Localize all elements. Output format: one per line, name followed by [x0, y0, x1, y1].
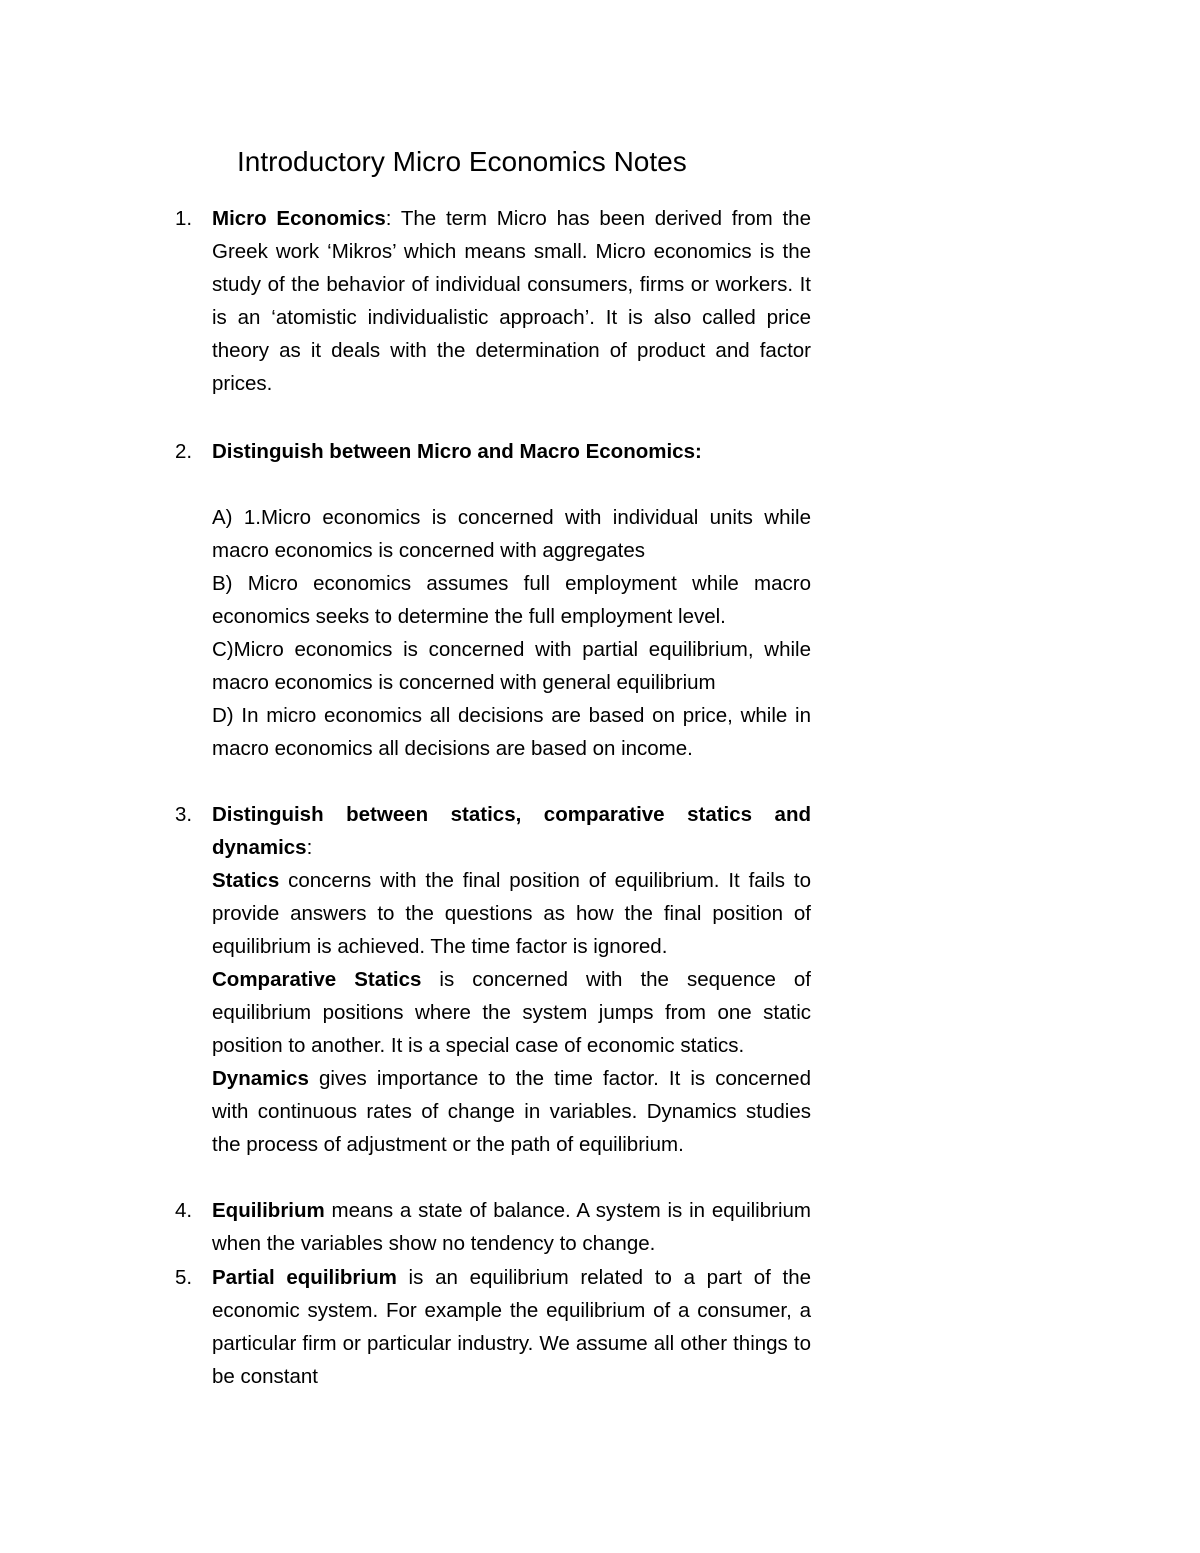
- def-term: Dynamics: [212, 1067, 309, 1090]
- point-d: D) In micro economics all decisions are based on price, while in macro economics all decisions are based on income.: [212, 704, 811, 760]
- list-item-micro-economics: [175, 202, 811, 400]
- item-number: 1.: [175, 207, 193, 230]
- item-heading: Distinguish between Micro and Macro Economics:: [212, 440, 702, 463]
- point-a: A) 1.Micro economics is concerned with individual units while macro economics is concerned with aggregates: [212, 506, 811, 562]
- item-number: 5.: [175, 1266, 193, 1289]
- def-text: concerns with the final position of equilibrium. It fails to provide answers to the questions as how the final position of equilibrium is achieved. The time factor is ignored.: [212, 869, 811, 958]
- list-item-statics-dynamics: [175, 798, 811, 1161]
- item-number: 4.: [175, 1199, 193, 1222]
- item-term: Equilibrium: [212, 1199, 325, 1222]
- list-item-micro-vs-macro: [175, 435, 811, 468]
- item-number: 2.: [175, 440, 193, 463]
- item-number: 3.: [175, 803, 193, 826]
- page-title: Introductory Micro Economics Notes: [237, 146, 687, 177]
- def-statics: [212, 864, 811, 963]
- list-item-equilibrium: [175, 1194, 811, 1260]
- def-text: is concerned with the sequence of equilibrium positions where the system jumps from one static position to another. It is a special case of economic statics.: [212, 968, 811, 1057]
- item-heading-line1: Distinguish between statics, comparative statics and: [212, 803, 811, 826]
- point-b: B) Micro economics assumes full employment while macro economics seeks to determine the full employment level.: [212, 572, 811, 628]
- micro-macro-points: [212, 501, 811, 765]
- item-text: : The term Micro has been derived from the Greek work ‘Mikros’ which means small. Micro economics is the study of the behavior of individual consumers, firms or workers. It is an ‘atomistic individualistic approach’. It is also called price theory as it deals with the determination of product and factor prices.: [212, 207, 811, 395]
- item-term: Partial equilibrium: [212, 1266, 397, 1289]
- def-dynamics: [212, 1062, 811, 1161]
- def-term: Statics: [212, 869, 280, 892]
- list-item-partial-equilibrium: [175, 1261, 811, 1393]
- def-comparative-statics: [212, 963, 811, 1062]
- item-heading-line2: dynamics: [212, 836, 307, 859]
- item-text: means a state of balance. A system is in equilibrium when the variables show no tendency to change.: [212, 1199, 811, 1255]
- item-text: is an equilibrium related to a part of the economic system. For example the equilibrium of a consumer, a particular firm or particular industry. We assume all other things to be constant: [212, 1266, 811, 1388]
- def-term: Comparative Statics: [212, 968, 422, 991]
- point-c: C)Micro economics is concerned with partial equilibrium, while macro economics is concerned with general equilibrium: [212, 638, 811, 694]
- item-term: Micro Economics: [212, 207, 386, 230]
- def-text: gives importance to the time factor. It is concerned with continuous rates of change in variables. Dynamics studies the process of adjustment or the path of equilibrium.: [212, 1067, 811, 1156]
- item-heading-colon: :: [306, 836, 313, 859]
